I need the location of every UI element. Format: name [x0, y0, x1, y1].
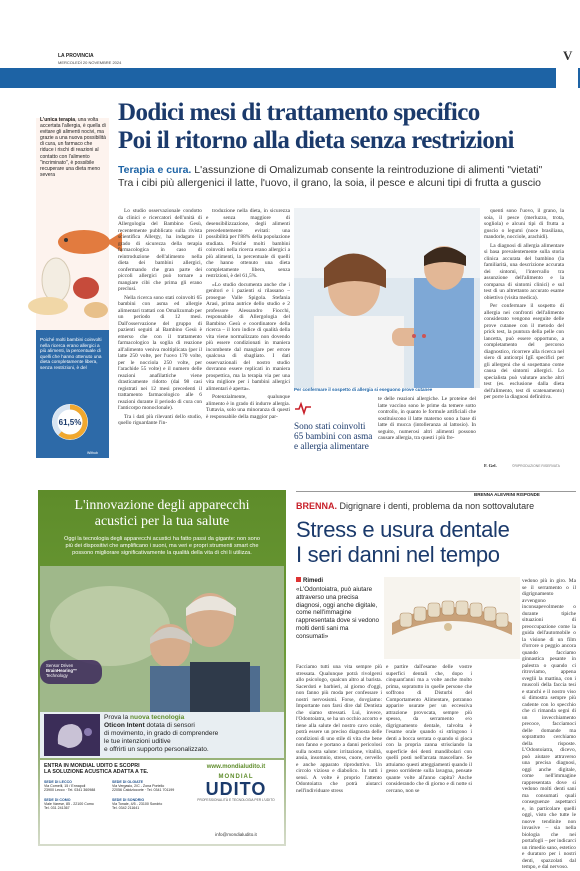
ad-promo-highlight: nuova tecnologia: [130, 714, 185, 721]
headline-line-2: Poi il ritorno alla dieta senza restrizioni: [118, 127, 514, 154]
ad-title: L'innovazione degli apparecchi acustici per la tua salute: [74, 498, 250, 529]
sensor-badge-line-3: Technology: [46, 673, 68, 678]
article-column-2: troduzione nella dieta, in sicurezza e senza maggiore di desensibilizzazione, degli alimenti precedentemente evitati: una possibilità per l'88% della popolazione studiata. Poiché molti bambini coinvolti nella ricerca erano allergici a più alimenti, la percentuale di quelli che hanno ottenuto una dieta completamente libera, senza restrizioni, è del 61,5%. «Lo studio documenta anche che i genitori e i pazienti si rilassano – prosegue Valle Spigola. Stefania Arasi, prima autrice dello studio e 2 professore Alessandro Fiocchi, responsabile di Allergologia del Bambino Gesù e coordinatore della ricerca – il loro indice di qualità della vita viene normalizzato non dovendo più essere condizionati in maniera incombente dal mangiare per errore qualcosa di sbagliato. I dati osservazionali del nostro studio dovranno essere replicati in maniera prospettica, ma la terapia via per una vita migliore per i bambini allergici alimentari è aperta». Potenzialmente, qualunque alimento è in grado di indurre allergia. Tuttavia, solo una minoranza di questi è responsabile della maggior par-: [206, 208, 290, 420]
article2-column-1: Facciamo tutti una vita sempre più stressata. Qualunque potrà rivolgersi allo psicologo, qualcun altro al barista. Sacerdoti e barbieri, al giorno d'oggi, non fanno più moda per confessare i nostri nervosismi. Forse, dovgiamo: Importante non farsi dire dal Dentista che siamo stressati. Lui, invece, l'Odontoiatra, se ha un occhio accorto e tiene alla salute del nostro cavo orale, potrà essere un preciso diagnosta delle condizioni di uno stile di vita che bene non fanno e portano a danni pericolosi sulla nostra salute: irritazione, vitalità, ansia, insomnio, stress, cuore, cervello e anche apparato riproduttivo. Un circolo vizioso e diabolico. In tutti i sensi. A volte è proprio l'attento Odontoiatra che potrà aiutarci nell'individuare stress: [296, 664, 382, 794]
author-signature: F. Gel.: [484, 463, 497, 468]
rimedi-box: [296, 577, 380, 641]
kicker: Terapia e cura.: [118, 164, 192, 176]
article2-headline-line-2: I seri danni nel tempo: [296, 542, 500, 567]
rights-notice: ©RIPRODUZIONE RISERVATA: [512, 464, 560, 468]
deck-line-1: L'assunzione di Omalizumab consente la reintroduzione di alimenti "vietati": [191, 164, 543, 176]
column-tag: BRENNA ALEVRINI RISPONDE: [474, 492, 540, 497]
heartbeat-icon: [294, 400, 312, 416]
deck: [118, 164, 578, 189]
shop-olgiate: SEDE DI OLGIATE Via Vergasio, 2/C - Zona Portello 22056 Calolziocorte · Tel. 0341 701199: [112, 780, 175, 793]
sensor-badge-line-1: Sensor Driven: [46, 663, 74, 668]
sidebar-intro: [40, 117, 106, 178]
headline: [118, 99, 578, 155]
issue-date: MERCOLEDÌ 20 NOVEMBRE 2024: [58, 60, 122, 65]
rimedi-quote: «L'Odontoiatra, può aiutare attraverso una precisa diagnosi, oggi anche digitale, come nell'immagine rappresentata dove si vedono molti denti sani ma consumati»: [296, 586, 379, 640]
article-column-4: quenti sono l'uovo, il grano, la soia, il pesce (merluzzo, trota, sogliola) e alcuni tipi di frutta a guscio o legumi (noce brasiliana, mandorle, nocciole, arachidi). La diagnosi di allergia alimentare si basa prevalentemente sulla storia clinica accurata del bambino (la familiarità, una descrizione accurata dei sintomi, l'intervallo tra assunzione dell'alimento e la comparsa di sintomi clinici) e sul test di un altrettanto accurato esame obiettivo (visita medica). Per confermare il sospetto di allergia nei confronti dell'alimento considerato vengono eseguite delle prove cutanee con il metodo del prick test, la puntura della pelle con lancetta, può essere opportuno, a completamento del percorso diagnostico, ricorrere alla ricerca nel siero di anticorpi IgE specifici per gli allergeni che si sospettano come causa dei sintomi allergici. Lo specialista può valutare anche altri test (es. esclusione dalla dieta dell'alimento, test di scatenamento) per porre la diagnosi definitiva.: [484, 208, 564, 400]
shop-como: SEDE DI COMO Viale Varese, 85 - 22100 Como Tel. 031 241367: [44, 798, 94, 811]
pull-quote: Sono stati coinvolti 65 bambini con asma e allergia alimentare: [294, 421, 373, 451]
newspaper-name: LA PROVINCIA: [58, 53, 94, 59]
stat-value: 61,5%: [58, 418, 82, 427]
rimedi-title: Rimedi: [303, 578, 324, 584]
skin-test-photo: [294, 208, 480, 388]
sidebar-intro-text: , una volta accertata l'allergia, è quella di evitare gli alimenti nocivi, ma grazie a una nuova possibilità di cura, un farmaco che riduce i rischi di reazioni al contatto con l'alimento "incriminato", è possibile recuperare una dieta meno severa: [40, 117, 106, 178]
article2-headline-line-1: Stress e usura dentale: [296, 517, 510, 542]
sensor-badge-line-2: BrainHearing™: [46, 668, 78, 673]
ad-website[interactable]: www.mondialudito.it: [206, 764, 266, 770]
ad-cta: ENTRA IN MONDIAL UDITO E SCOPRI LA SOLUZIONE ACUSTICA ADATTA A TE.: [44, 763, 149, 776]
graphic-credit: Withub: [87, 451, 98, 455]
article2-headline: [296, 517, 576, 567]
headline-line-1: Dodici mesi di trattamento specifico: [118, 99, 480, 126]
worn-teeth-photo: [384, 577, 520, 659]
food-allergens-illustration: [36, 210, 109, 320]
shop-lecco: SEDE DI LECCO Via Cornelli, 15 / Ennapoli 23900 Lecco · Tel. 0341 360988: [44, 780, 96, 793]
stat-donut-chart: [48, 400, 92, 444]
article2-column-2: e partire dall'esame delle vostre superfici dentali che, dopo i cinquant'anni ma a volte anche molto prima, sopratutto in quelle persone che soffrono di Disturbi del Comportamento Alimentare, potranno apparire usurate per un eccessiva attrazione provocata, sempre più spesso, da serramento e/o digrignamento dentale, talvolta è l'esame orale quando si stringono i denti a bocca serrata o quando si gioca con la propria zanna strisciando la superficie dei denti mandibolari con quelli posti nell'arcata mascellare. Se attuiamo questi atteggiamenti quando il gesso sorridente sulla lavagna, pensate quante volte all'anno capita? Anche considerando che di giorno e di notte si cercano, non se: [386, 664, 472, 794]
ad-intro: Oggi la tecnologia degli apparecchi acustici ha fatto passi da gigante: non sono più dei dispositivi che amplificano i suoni, ma veri e propri strumenti smart che possono migliorare significativamente la qualità della vita di chi li utilizza.: [64, 536, 260, 556]
mondial-udito-logo: MONDIAL UDITO PROFESSIONALITÀ E TECNOLOGIA PER L'UDITO: [197, 774, 275, 802]
article2-deck: BRENNA. Digrignare i denti, problema da non sottovalutare: [296, 501, 535, 511]
ad-email[interactable]: info@mondialudito.it: [215, 832, 257, 837]
deck-line-2: Tra i cibi più allergenici il latte, l'uovo, il grano, la soia, il pesce e alcuni tipi di frutta a guscio: [118, 176, 541, 189]
article2-column-3: vedono più in giro. Ma se il serramento o il digrignamento avvengono inconsapevolmente o durante tipiche situazioni di preoccupazione come la guida dell'automobile o la visione di un film d'orrore o peggio ancora quando facciamo ginnastica pesante in palestra o quando ci ritroviamo, appena sveglii la mattina, con i muscoli della faccia tesi e stanchi e il nostro viso si dimostra sempre più cadente con lo specchio che ci rimanda segni di un invecchiamento precoce, facciamoci delle domande ma soprattutto cerchiamo della risposte. L'Odontoiatra, dicevo, può aiutare attraverso una precisa diagnosi, oggi anche digitale, come nell'immagine rappresentata dove si vedono molti denti sani ma consumati quali conseguenze aspettarci e, in particolare quelli oggi, visto che tutte le nuove tendinite non invasive – sia nella biologia che nei portafogli – per indicarci un rimedio sano, estetico e duraturo per i nostri denti, spazzolati dal tempo, e dal nervoso.: [522, 578, 576, 870]
shop-sondrio: SEDE DI SONDRIO Via Tonale, 4/5 - 23100 Sondrio Tel. 0342 211641: [112, 798, 163, 811]
ad-promo-text: Prova la nuova tecnologia Oticon Intent dotata di sensori di movimento, in grado di comprendere le tue intenzioni uditive e offrirti un supporto personalizzato.: [104, 714, 219, 753]
ad-couple-photo: [40, 566, 284, 712]
article-column-3: te delle reazioni allergiche. Le proteine del latte vaccino sono le prime da temere sotto controllo, in quanto le formule artificiali che sostituiscono il latte materno sono a base di latte di mucca (intolleranza al lattosio). In seguito, numerosi altri alimenti possono causare allergia, tra questi i più fre-: [378, 396, 476, 441]
stat-text: Poiché molti bambini coinvolti nella ricerca erano allergici a più alimenti, la percentuale di quelli che hanno ottenuto una dieta completamente libera, senza restrizioni, è del: [40, 337, 102, 370]
red-square-icon: [296, 577, 301, 582]
hearing-aid-device-image: [44, 714, 100, 756]
photo-caption: Per confermare il sospetto di allergia si eseguono prove cutanee: [294, 387, 433, 392]
article2-kicker: BRENNA.: [296, 501, 338, 511]
article-column-1: Lo studio osservazionale condotto da clinici e ricercatori dell'unità di Allergologia del Bambino Gesù, recentemente pubblicato sulla rivista scientifica Allergy, ha indagato il grado di sicurezza della terapia farmacologica in caso di reintroduzione dell'alimento nella dieta dei bambini allergici, confermando che gran parte dei piccoli allergici può tornare a mangiare cibi che prima gli erano preclusi. Nella ricerca sono stati coinvolti 65 bambini con asma ed allergie alimentari trattati con Omalizumab per un periodo di 12 mesi. Dall'osservazione del gruppo di pazienti seguiti al Bambino Gesù è emerso che con il trattamento farmacologico la soglia di reazione all'alimento veniva moltiplicata (per il latte 250 volte, per l'uovo 170 volte, per le nocciola 250 volte, per l'arachide 55 volte) e il numero delle reazioni anafilattiche viene drasticamente ridotto (dai 98 casi registrati nei 12 mesi precedenti il trattamento farmacologico alle 6 reazioni durante il periodo di cura con l'anticorpo monoclonale). Tra i dati più rilevanti dello studio, quello riguardante l'in-: [118, 208, 202, 426]
sidebar-intro-bold: L'unica terapia: [40, 117, 76, 123]
section-letter: V: [563, 48, 573, 63]
